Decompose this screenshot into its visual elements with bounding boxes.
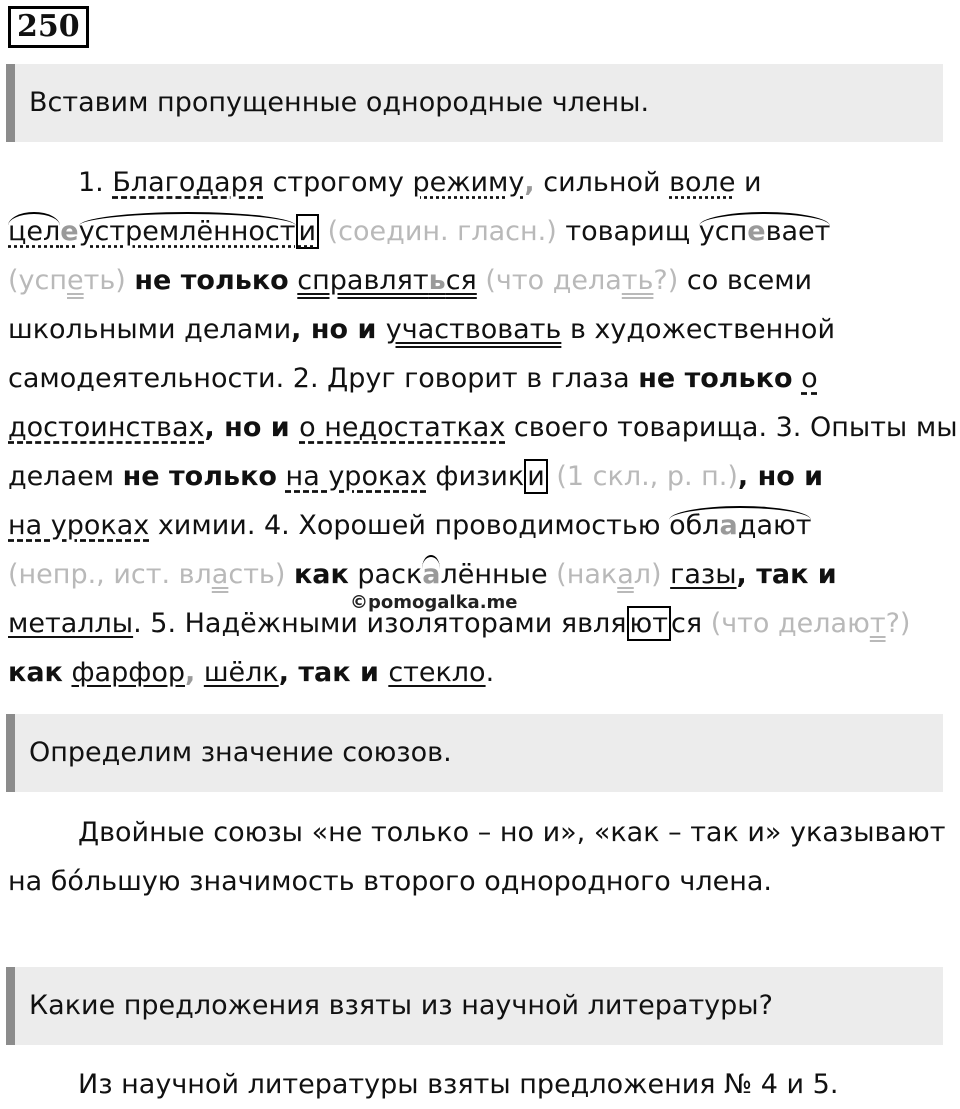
word-sholk: шёлк [203,657,279,688]
word-raskalennye: раскалённые [349,555,548,590]
word-obladayut: обладают [669,506,811,541]
word-metally: металлы [8,608,134,639]
text: Хорошей проводимостью [289,510,670,541]
word-spravlyatsya: справляться [297,265,477,296]
word-uchastvovat: участвовать [385,314,562,345]
text: товарищ [565,216,699,247]
section-header-scientific: Какие предложения взяты из научной литературы? [6,967,943,1045]
text: и [735,167,762,198]
note: (что делать?) [476,265,687,296]
conjunction: так и [289,657,389,688]
comma: , [291,314,302,345]
note: (соедин. гласн.) [319,216,566,247]
conjunction: не только [134,265,289,296]
word-rezhimu: режиму [412,167,525,198]
text: ся [671,608,703,639]
word-na-urokakh: на уроках [285,461,427,492]
word-o-nedostatkakh: о недостатках [299,412,506,443]
exercise-number: 250 [8,6,89,48]
comma: , [278,657,289,688]
text: в художественной самодеятельности. [8,314,835,394]
ending-box: и [296,214,320,249]
word-blagodarya: Благодаря [112,167,264,198]
text: физик [426,461,525,492]
section-header-conjunctions: Определим значение союзов. [6,714,943,792]
word-uspevaet: успевает [699,212,831,247]
answer-text: Из научной литературы взяты предложения № 4 и 5. [78,1069,839,1100]
word-steklo: стекло [388,657,486,688]
answer-text: Двойные союзы «не только – но и», «как – так и» указывают на бо́льшую значимость второго однородного члена. [8,817,946,897]
comma: , [184,657,196,688]
s3-num: 3. [767,412,802,443]
comma: , [524,167,535,198]
note: (1 скл., р. п.) [547,461,738,492]
text [195,657,204,688]
word-gazy: газы [670,559,737,590]
note: (успеть) [8,265,135,296]
text: строгому [263,167,413,198]
conjunction: так и [746,559,837,590]
s1-num: 1. [78,167,104,198]
conjunction: но и [214,412,300,443]
text: Друг говорит в глаза [318,363,639,394]
note: (накал) [547,559,671,590]
text: химии. [149,510,256,541]
scientific-answer [8,1060,958,1109]
s2-num: 2. [284,363,319,394]
comma: , [737,461,749,492]
s4-num: 4. [255,510,290,541]
text: Надёжными изоляторами явля [176,608,627,639]
note: (что делают?) [702,608,911,639]
ending-box: и [524,459,548,494]
word-o-dostoinstvakh: о достоинствах [8,363,818,443]
text: сильной [534,167,670,198]
word-na-urokakh: на уроках [8,510,150,541]
conjunction: но и [301,314,386,345]
word-farfor: фарфор [71,657,185,688]
conjunction: не только [638,363,793,394]
text [277,461,286,492]
conjunctions-answer [8,808,958,906]
text: своего товарища. [505,412,768,443]
note: (непр., ист. власть) [8,559,294,590]
conjunction: как [8,657,63,688]
root-arc: устремлённост [79,212,296,247]
ending-box: ют [627,606,671,641]
text: со всеми школьными делами [8,265,813,345]
text: . [485,657,495,688]
word-tseleustremlennosti [8,212,319,249]
watermark: ©pomogalka.me [350,592,518,613]
text: Опыты мы делаем [8,412,958,492]
word-vole: воле [669,167,736,198]
conjunction: но и [748,461,824,492]
exercise-text [8,158,958,697]
conjunction: как [293,559,349,590]
text [793,363,802,394]
root-arc: цел [8,212,60,247]
text: . [133,608,142,639]
vowel-highlight: е [60,216,79,247]
s5-num: 5. [141,608,177,639]
comma: , [204,412,215,443]
comma: , [736,559,747,590]
conjunction: не только [122,461,277,492]
section-header-insert-members: Вставим пропущенные однородные члены. [6,64,943,142]
